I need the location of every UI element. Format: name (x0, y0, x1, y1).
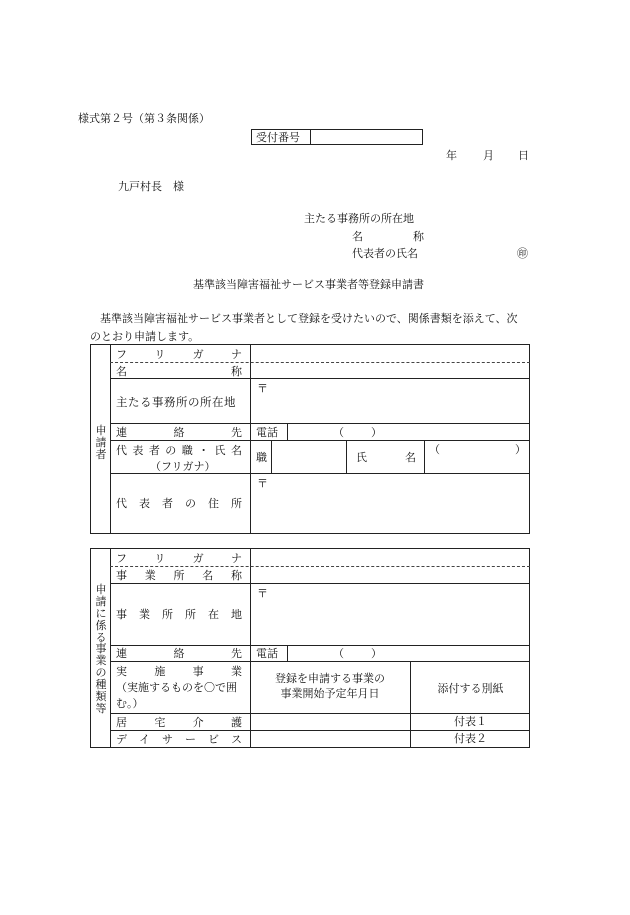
table2-col-b (250, 548, 251, 748)
t2-row-day-service-label: デ イ サ ー ビ ス (116, 733, 242, 746)
table1-dash1 (110, 362, 530, 363)
table2-line2 (110, 645, 530, 646)
t2-row-home-care-label: 居 宅 介 護 (116, 716, 242, 729)
date-year: 年 (446, 149, 457, 162)
t1-rep-furigana: （フリガナ） (150, 460, 216, 473)
t1-furigana-paren-open: （ (429, 443, 440, 456)
t1-phone-label: 電話 (256, 426, 278, 439)
t1-furigana-label: フ リ ガ ナ (116, 348, 242, 361)
seal-mark: ㊞ (517, 247, 528, 260)
office-location-label: 主たる事務所の所在地 (304, 212, 414, 225)
business-section-label: 申 請 に 係 る 事 業 の 種 類 等 (95, 583, 107, 715)
document-title: 基準該当障害福祉サービス事業者等登録申請書 (193, 278, 424, 291)
table2-line5 (110, 730, 530, 731)
table1-line1 (110, 378, 530, 379)
t2-row-day-service-attachment: 付表２ (454, 732, 487, 745)
t2-service-label: 実 施 事 業 (116, 665, 242, 678)
t1-phone-paren-close: ） (371, 426, 382, 439)
table1-col-a (110, 344, 111, 534)
t2-phone-paren-close: ） (371, 647, 382, 660)
t1-name-label: 名 称 (116, 365, 242, 378)
receipt-number-label: 受付番号 (256, 131, 300, 144)
t1-office-location-label: 主たる事務所の所在地 (116, 395, 236, 409)
t1-postal-mark: 〒 (257, 382, 268, 395)
table2-col-a (110, 548, 111, 748)
t2-contact-label: 連 絡 先 (116, 647, 242, 660)
t2-furigana-label: フ リ ガ ナ (116, 552, 242, 565)
table1-post-divider (271, 440, 272, 473)
t2-phone-paren-open: （ (333, 647, 344, 660)
date-day: 日 (518, 149, 529, 162)
t2-phone-label: 電話 (256, 647, 278, 660)
table2-line4 (110, 713, 530, 714)
t1-phone-paren-open: （ (333, 426, 344, 439)
table1-line3 (110, 440, 530, 441)
t1-post-label: 職 (256, 451, 267, 464)
t1-rep-title-label: 代 表 者 の 職 ・ 氏 名 (116, 444, 242, 457)
table1-furigana-divider (424, 440, 425, 473)
table2-phone-divider (287, 645, 288, 661)
t2-start-date-line1: 登録を申請する事業の (275, 672, 385, 685)
t2-service-note-line1: （実施するものを〇で囲 (116, 681, 237, 694)
t2-business-location-label: 事 業 所 所 在 地 (116, 608, 242, 621)
t2-row-home-care-attachment: 付表１ (454, 715, 487, 728)
table1-col-b (250, 344, 251, 534)
t2-service-note-line2: む。） (116, 697, 144, 710)
t1-surname-label: 氏 名 (356, 451, 416, 464)
name-label: 名 称 (352, 230, 424, 243)
t2-row-home-care-date-field[interactable] (252, 716, 408, 729)
t2-start-date-header (252, 672, 408, 702)
table2-line3 (110, 661, 530, 662)
table2-dash1 (110, 566, 530, 567)
form-number: 様式第２号（第３条関係） (78, 112, 210, 125)
t2-start-date-line2: 事業開始予定年月日 (280, 686, 380, 700)
t1-rep-address-label: 代 表 者 の 住 所 (116, 497, 242, 510)
t2-row-day-service-date-field[interactable] (252, 733, 408, 746)
body-text-line2: のとおり申請します。 (90, 330, 200, 343)
receipt-divider (310, 129, 311, 145)
table1-line4 (110, 473, 530, 474)
table1-line2 (110, 423, 530, 424)
table2-line1 (110, 583, 530, 584)
body-text-line1: 基準該当障害福祉サービス事業者として登録を受けたいので、関係書類を添えて、次 (100, 312, 518, 325)
applicant-section-label: 申 請 者 (95, 424, 107, 461)
representative-label: 代表者の氏名 (352, 247, 418, 260)
addressee: 九戸村長 様 (118, 180, 184, 193)
t1-rep-postal-mark: 〒 (257, 477, 268, 490)
date-month: 月 (483, 149, 494, 162)
t1-furigana-paren-close: ） (515, 443, 526, 456)
t2-business-name-label: 事 業 所 名 称 (116, 569, 242, 582)
t2-postal-mark: 〒 (257, 587, 268, 600)
t2-attachment-header: 添付する別紙 (437, 682, 504, 695)
t1-contact-label: 連 絡 先 (116, 426, 242, 439)
table1-name-divider (346, 440, 347, 473)
table1-phone-divider (287, 423, 288, 440)
